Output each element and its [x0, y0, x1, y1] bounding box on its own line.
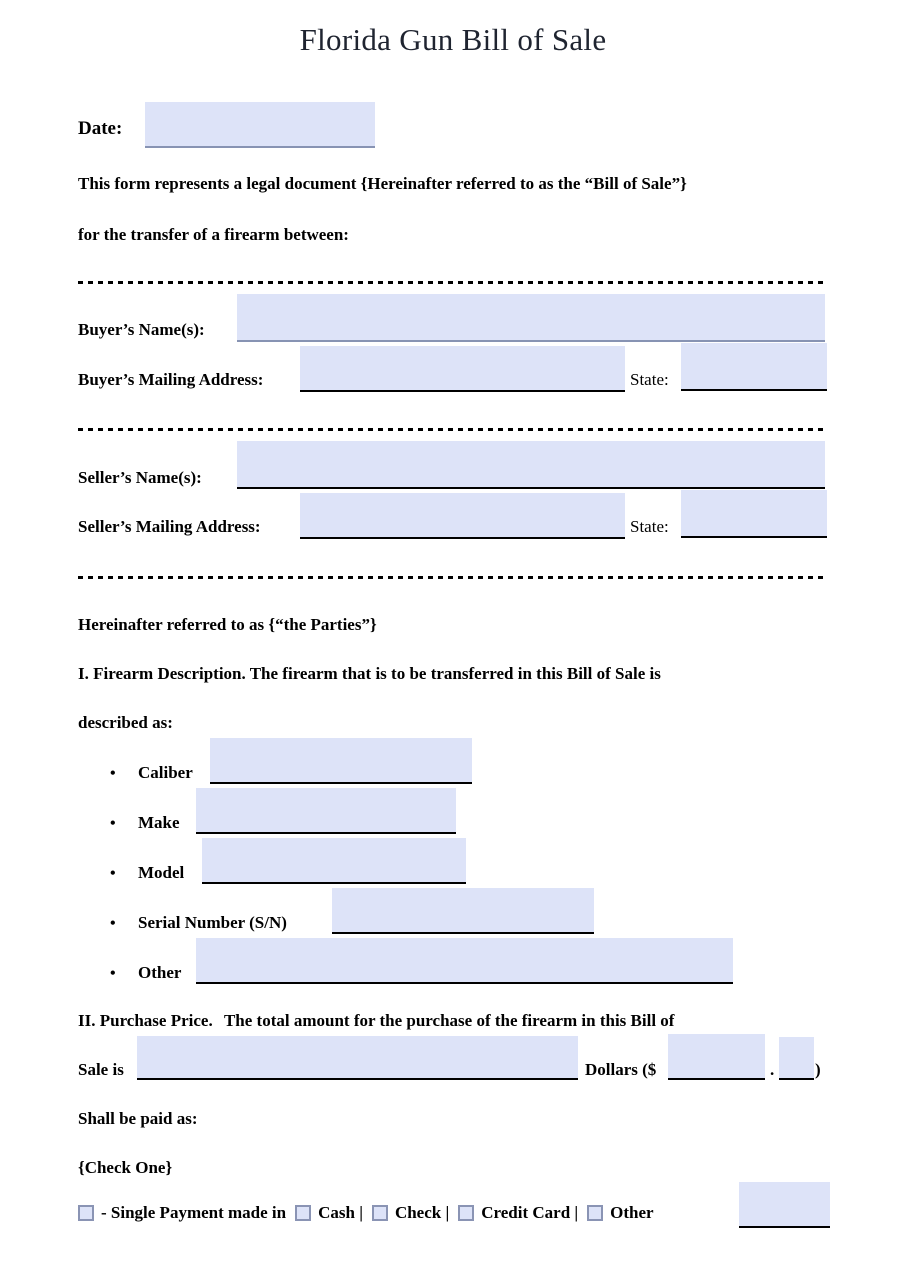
paid-as-label: Shall be paid as: — [78, 1109, 198, 1128]
firearm-section-text: The firearm that is to be transferred in this Bill of Sale is — [249, 664, 661, 683]
section-divider — [78, 576, 825, 579]
bullet-icon: • — [110, 815, 116, 832]
model-label: Model — [138, 863, 185, 882]
make-label: Make — [138, 813, 180, 832]
intro-line-1: This form represents a legal document {Hereinafter referred to as the “Bill of Sale”} — [78, 174, 687, 193]
price-section-heading — [78, 1011, 674, 1031]
caliber-field[interactable] — [210, 738, 472, 784]
bullet-icon: • — [110, 765, 116, 782]
buyer-name-label: Buyer’s Name(s): — [78, 320, 205, 339]
bullet-item-model — [110, 863, 184, 883]
make-field[interactable] — [196, 788, 456, 834]
bullet-item-make — [110, 813, 180, 833]
seller-address-field[interactable] — [300, 493, 625, 539]
buyer-state-label: State: — [630, 370, 669, 389]
serial-number-label: Serial Number (S/N) — [138, 913, 287, 932]
other-payment-field[interactable] — [739, 1182, 830, 1228]
firearm-section-heading — [78, 664, 661, 684]
seller-address-label: Seller’s Mailing Address: — [78, 517, 261, 536]
buyer-address-label: Buyer’s Mailing Address: — [78, 370, 264, 389]
bullet-icon: • — [110, 865, 116, 882]
bullet-item-other — [110, 963, 181, 983]
single-payment-checkbox[interactable] — [78, 1205, 94, 1221]
single-payment-label: - Single Payment made in — [101, 1203, 287, 1222]
buyer-name-field[interactable] — [237, 294, 825, 342]
check-one-label: {Check One} — [78, 1158, 173, 1177]
section-divider — [78, 428, 825, 431]
caliber-label: Caliber — [138, 763, 193, 782]
bullet-item-caliber — [110, 763, 193, 783]
parties-note: Hereinafter referred to as {“the Parties”} — [78, 615, 377, 634]
other-payment-label: Other — [610, 1203, 654, 1222]
credit-card-checkbox[interactable] — [458, 1205, 474, 1221]
payment-options-row — [78, 1203, 663, 1223]
other-label: Other — [138, 963, 182, 982]
cents-amount-field[interactable] — [779, 1037, 814, 1080]
date-label: Date: — [78, 118, 123, 139]
buyer-state-field[interactable] — [681, 343, 827, 391]
dollars-label: Dollars ($ — [585, 1060, 657, 1079]
sale-is-label: Sale is — [78, 1060, 124, 1079]
dollars-amount-field[interactable] — [668, 1034, 765, 1080]
seller-name-label: Seller’s Name(s): — [78, 468, 202, 487]
document-title: Florida Gun Bill of Sale — [299, 22, 607, 57]
decimal-separator: . — [770, 1060, 775, 1079]
firearm-section-text-2: described as: — [78, 713, 173, 732]
section-divider — [78, 281, 825, 284]
cash-label: Cash | — [318, 1203, 363, 1222]
check-checkbox[interactable] — [372, 1205, 388, 1221]
date-field[interactable] — [145, 102, 375, 148]
intro-line-2: for the transfer of a firearm between: — [78, 225, 349, 244]
price-section-text: The total amount for the purchase of the firearm in this Bill of — [223, 1011, 675, 1030]
sale-amount-words-field[interactable] — [137, 1036, 578, 1080]
seller-state-label: State: — [630, 517, 669, 536]
check-label: Check | — [394, 1203, 450, 1222]
bullet-icon: • — [110, 965, 116, 982]
firearm-section-label: I. Firearm Description. — [78, 664, 246, 683]
bullet-icon: • — [110, 915, 116, 932]
cash-checkbox[interactable] — [295, 1205, 311, 1221]
other-description-field[interactable] — [196, 938, 733, 984]
bullet-item-serial-number — [110, 913, 287, 933]
close-paren: ) — [815, 1060, 821, 1079]
model-field[interactable] — [202, 838, 466, 884]
price-section-label: II. Purchase Price. — [78, 1011, 213, 1030]
serial-number-field[interactable] — [332, 888, 594, 934]
seller-state-field[interactable] — [681, 490, 827, 538]
other-payment-checkbox[interactable] — [587, 1205, 603, 1221]
seller-name-field[interactable] — [237, 441, 825, 489]
credit-card-label: Credit Card | — [481, 1203, 579, 1222]
buyer-address-field[interactable] — [300, 346, 625, 392]
